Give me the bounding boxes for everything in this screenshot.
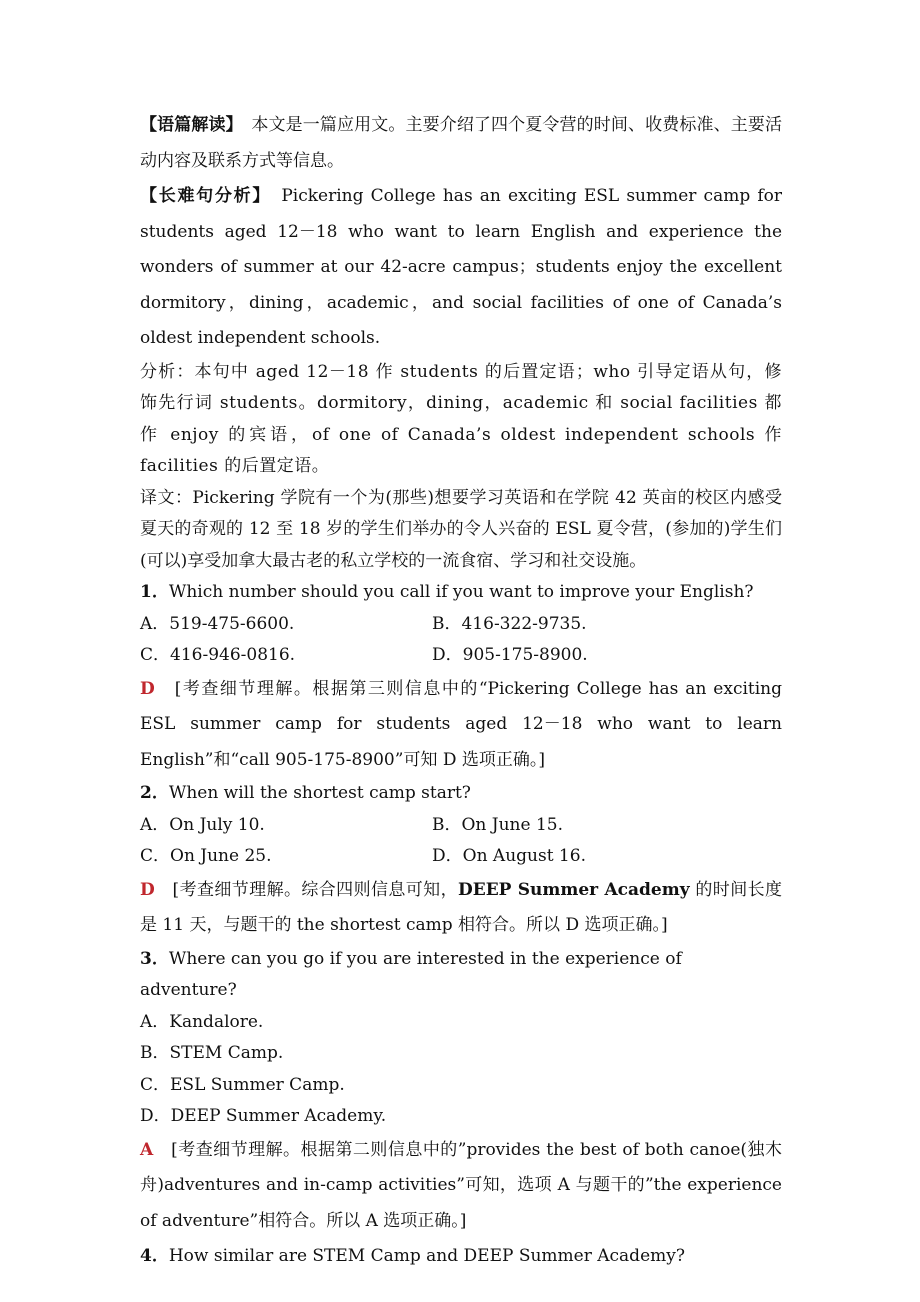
question-3-explanation: [考查细节理解。根据第二则信息中的”provides the best of both canoe(独木舟)adventures and in-camp activities”可知，选项 A 与题干的”the experience of adventure”相符合。所以 A 选项正确。] bbox=[140, 1139, 782, 1231]
question-4-number: 4． bbox=[140, 1246, 169, 1266]
question-2-explanation-end: 的时间长度是 11 天，与题干的 the shortest camp 相符合。所以 D 选项正确。] bbox=[140, 879, 782, 935]
question-1-options-row-2 bbox=[140, 640, 782, 672]
question-1-answer-letter: D bbox=[140, 678, 155, 699]
question-4 bbox=[140, 1241, 782, 1273]
question-3-option-b: B．STEM Camp. bbox=[140, 1043, 284, 1063]
question-1-option-c: C．416-946-0816. bbox=[140, 645, 296, 665]
question-3-number: 3． bbox=[140, 948, 169, 969]
translation-paragraph: 译文：Pickering 学院有一个为(那些)想要学习英语和在学院 42 英亩的校区内感受夏天的奇观的 12 至 18 岁的学生们举办的令人兴奋的 ESL 夏令营，(参加的)学生们(可以)享受加拿大最古老的私立学校的一流食宿、学习和社交设施。 bbox=[140, 487, 782, 571]
question-3 bbox=[140, 944, 782, 1007]
question-2-options-row-2 bbox=[140, 841, 782, 873]
question-3-answer-letter: A bbox=[140, 1139, 154, 1160]
question-1-option-d: D．905-175-8900. bbox=[432, 645, 588, 665]
intro-text: 本文是一篇应用文。主要介绍了四个夏令营的时间、收费标准、主要活动内容及联系方式等信息。 bbox=[140, 115, 783, 171]
question-4-text: How similar are STEM Camp and DEEP Summer Academy? bbox=[168, 1246, 685, 1266]
intro-label: 【语篇解读】 bbox=[140, 115, 235, 135]
question-2-option-a: A．On July 10. bbox=[140, 814, 265, 835]
question-2 bbox=[140, 778, 782, 810]
question-1-number: 1． bbox=[140, 582, 169, 602]
question-3-option-d: D．DEEP Summer Academy. bbox=[140, 1106, 387, 1126]
question-2-explanation-start: [考查细节理解。综合四则信息可知， bbox=[154, 879, 458, 900]
question-2-answer-letter: D bbox=[140, 879, 155, 900]
intro-paragraph bbox=[140, 108, 782, 179]
question-2-option-d: D．On August 16. bbox=[432, 846, 586, 866]
question-2-answer bbox=[140, 873, 782, 944]
question-1-text: Which number should you call if you want to improve your English? bbox=[168, 582, 754, 602]
question-3-option-a: A．Kandalore. bbox=[140, 1011, 264, 1032]
question-1-option-a: A．519-475-6600. bbox=[140, 613, 295, 634]
question-2-option-c: C．On June 25. bbox=[140, 846, 272, 866]
question-2-number: 2． bbox=[140, 783, 169, 803]
question-1 bbox=[140, 577, 782, 609]
long-sentence-label: 【长难句分析】 bbox=[140, 186, 263, 206]
question-2-explanation-bold: DEEP Summer Academy bbox=[458, 879, 690, 900]
question-2-options-row-1 bbox=[140, 810, 782, 842]
question-1-explanation: [考查细节理解。根据第三则信息中的“Pickering College has an exciting ESL summer camp for students aged 12－18 who want to learn English”和“call 905-175-8900”可知 D 选项正确。] bbox=[140, 678, 782, 770]
question-3-answer bbox=[140, 1133, 782, 1240]
question-2-option-b: B．On June 15. bbox=[432, 814, 563, 835]
long-sentence-paragraph bbox=[140, 179, 782, 357]
question-1-options-row-1 bbox=[140, 609, 782, 641]
question-1-answer bbox=[140, 672, 782, 779]
question-1-option-b: B．416-322-9735. bbox=[432, 613, 587, 634]
question-3-text: Where can you go if you are interested in the experience of adventure? bbox=[140, 948, 682, 1000]
question-2-text: When will the shortest camp start? bbox=[168, 783, 471, 803]
long-sentence-text: Pickering College has an exciting ESL summer camp for students aged 12－18 who want to learn English and experience the wonders of summer at our 42-acre campus；students enjoy the excellent dormitory，dining，academic，and social facilities of one of Canada’s oldest independent schools. bbox=[140, 186, 782, 348]
analysis-paragraph: 分析：本句中 aged 12－18 作 students 的后置定语；who 引导定语从句，修饰先行词 students。dormitory，dining，academic 和 social facilities 都作 enjoy 的宾语，of one of Canada’s oldest independent schools 作 facilities 的后置定语。 bbox=[140, 361, 782, 476]
question-3-option-c: C．ESL Summer Camp. bbox=[140, 1074, 345, 1095]
